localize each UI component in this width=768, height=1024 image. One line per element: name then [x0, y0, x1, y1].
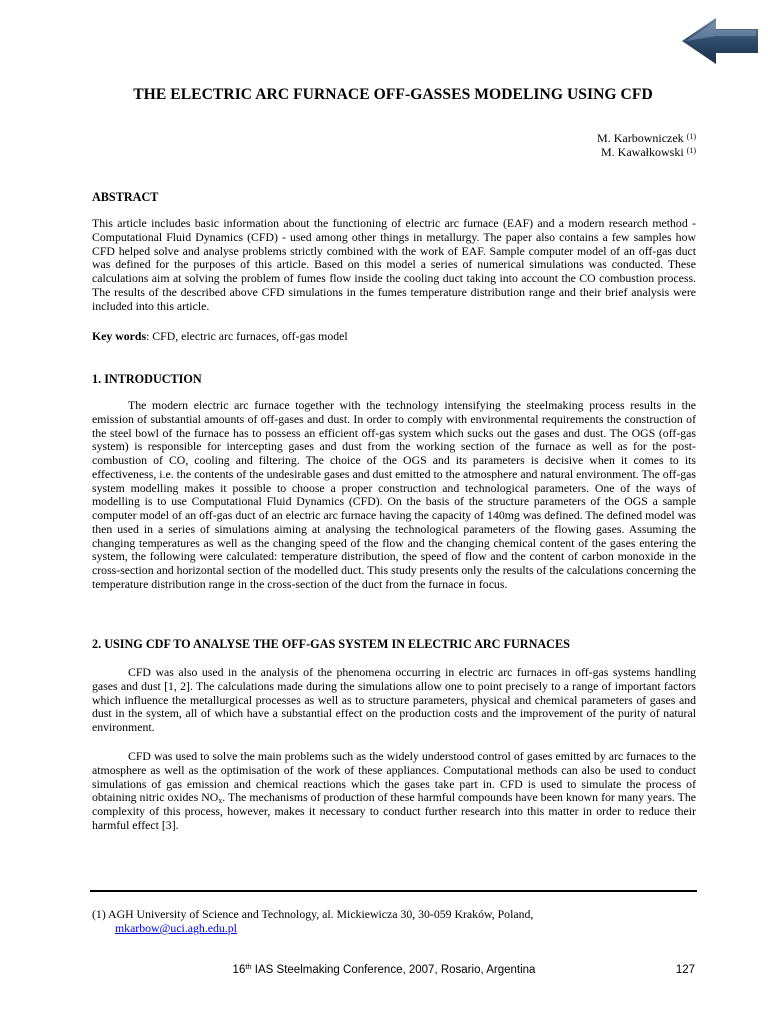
- keywords: [92, 329, 348, 344]
- keywords-text: : CFD, electric arc furnaces, off-gas model: [146, 329, 348, 343]
- section-2-paragraph-1: CFD was also used in the analysis of the phenomena occurring in electric arc furnaces in off-gas systems handling gases and dust [1, 2]. The calculations made during the simulations allow one to point precisely to a range of important factors which influence the metallurgical processes as well as to structure parameters, physical and chemical parameters of gases and dust in the system, all of which have a substantial effect on the production costs and the improvement of the purity of natural environment.: [92, 665, 696, 734]
- page-number: 127: [675, 964, 695, 976]
- abstract-text: This article includes basic information about the functioning of electric arc furnace (EAF) and a modern research method - Computational Fluid Dynamics (CFD) - used among other things in metallurgy. The paper also contains a few samples how CFD helped solve and analyse problems strictly combined with the work of EAF. Sample computer model of an off-gas duct was defined for the purposes of this article. Based on this model a series of numerical simulations was conducted. These calculations aim at solving the problem of fumes flow inside the cooling duct taking into account the CO combustion process. The results of the described above CFD simulations in the fumes temperature distribution range and their brief analysis were included into this article.: [92, 216, 696, 313]
- footnote: [92, 907, 533, 935]
- affiliation-mark: (1): [686, 146, 696, 155]
- footnote-text: (1) AGH University of Science and Technology, al. Mickiewicza 30, 30-059 Kraków, Poland,: [92, 907, 534, 921]
- section-2-heading: 2. USING CDF TO ANALYSE THE OFF-GAS SYSTEM IN ELECTRIC ARC FURNACES: [92, 637, 570, 651]
- formula-subscript: x: [218, 796, 223, 806]
- abstract-heading: ABSTRACT: [92, 190, 159, 204]
- author: [597, 131, 696, 145]
- author: [597, 145, 696, 159]
- section-1-paragraph: The modern electric arc furnace together with the technology intensifying the steelmaking process results in the emission of substantial amounts of off-gases and dust. In order to comply with environmental requirements the construction of the steel bowl of the furnace has to possess an efficient off-gas system which sucks out the gases and dust. The OGS (off-gas system) is responsible for intercepting gases and dust from the working section of the furnace as well as for the post-combustion of CO, cooling and filtering. The choice of the OGS and its parameters is decisive when it comes to its effectiveness, i.e. the contents of the undesirable gases and dust emitted to the atmosphere and natural environment. The off-gas system modelling makes it possible to choose a proper construction and technological parameters. One of the ways of modelling is to use Computational Fluid Dynamics (CFD). On the basis of the structure parameters of the OGS a sample computer model of an off-gas duct of an electric arc furnace having the capacity of 140mg was defined. The defined model was then used in a series of simulations aiming at analysing the technological parameters of the flowing gases. Assuming the changing temperatures as well as the changing speed of the flow and the changing chemical content of the gases entering the system, the following were calculated: temperature distribution, the speed of flow and the content of carbon monoxide in the cross-section and horizontal section of the modelled duct. This study presents only the results of the calculations concerning the temperature distribution range in the cross-section of the duct from the furnace in focus.: [92, 398, 696, 591]
- author-name: M. Kawałkowski: [601, 145, 684, 159]
- paper-title: THE ELECTRIC ARC FURNACE OFF-GASSES MODELING USING CFD: [133, 86, 653, 103]
- section-1-heading: 1. INTRODUCTION: [92, 372, 202, 386]
- author-name: M. Karbowniczek: [597, 131, 684, 145]
- left-arrow-icon[interactable]: [680, 14, 760, 68]
- author-list: [597, 131, 696, 159]
- footer-conference: 16th IAS Steelmaking Conference, 2007, Rosario, Argentina: [232, 962, 536, 976]
- affiliation-mark: (1): [686, 132, 696, 141]
- section-2-paragraph-2: CFD was used to solve the main problems such as the widely understood control of gases emitted by arc furnaces to the atmosphere as well as the optimisation of the work of these appliances. Computational methods can also be used to conduct simulations of gas emission and chemical reactions which the gases take part in. CFD is used to simulate the process of obtaining nitric oxides $NO_x$. The mechanisms of production of these harmful compounds have been known for many years. The complexity of this process, however, makes it necessary to conduct further research into this matter in order to reduce their harmful effect [3].: [92, 749, 696, 832]
- footnote-divider: [90, 890, 697, 892]
- author-email-link[interactable]: mkarbow@uci.agh.edu.pl: [115, 921, 237, 935]
- keywords-label: Key words: [92, 329, 147, 343]
